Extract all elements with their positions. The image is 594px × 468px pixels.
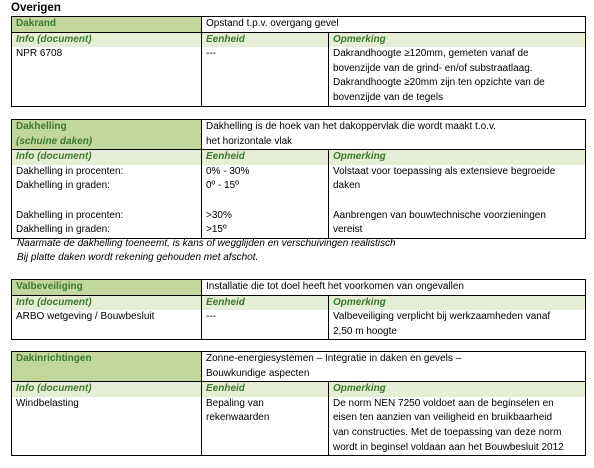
dakhelling-opmerking-cell [329, 165, 586, 238]
dakhelling-eenheid-line: 0º - 15º [206, 180, 239, 192]
dakhelling-info-line: Dakhelling in graden: [16, 180, 110, 192]
dakrand-opmerking-line: Dakrandhoogte ≥120mm, gemeten vanaf de [333, 48, 529, 60]
dakhelling-eenheid-line: >15º [206, 224, 227, 236]
dakrand-title: Dakrand [12, 17, 202, 33]
dakhelling-opmerking-line: Volstaat voor toepassing als extensieve begroeide [333, 165, 556, 177]
dakhelling-opmerking-line: vereist [333, 224, 363, 236]
valbeveiliging-eenheid-header: Eenheid [202, 295, 329, 310]
spacer [333, 194, 585, 209]
dakinrichtingen-description-line: Zonne-energiesystemen – Integratie in daken en gevels – [206, 353, 462, 364]
valbeveiliging-info-line: ARBO wetgeving / Bouwbesluit [16, 311, 155, 323]
valbeveiliging-info-cell [12, 310, 202, 340]
valbeveiliging-table [11, 279, 586, 340]
valbeveiliging-eenheid-line: --- [206, 311, 216, 323]
dakhelling-title: Dakhelling [16, 121, 67, 132]
dakhelling-info-line: Dakhelling in procenten: [16, 209, 124, 221]
dakinrichtingen-eenheid-line: Bepaling van [206, 397, 264, 409]
dakinrichtingen-opmerking-cell [329, 397, 586, 456]
valbeveiliging-eenheid-cell [202, 310, 329, 340]
section-title: Overigen [11, 2, 61, 14]
dakinrichtingen-info-header: Info (document) [12, 382, 202, 397]
dakinrichtingen-eenheid-line: rekenwaarden [206, 412, 270, 424]
dakhelling-description [202, 120, 586, 150]
valbeveiliging-description: Installatie die tot doel heeft het voorkomen van ongevallen [202, 280, 586, 296]
dakrand-opmerking-line: bovenzijde van de grind- en/of substraatlaag. [333, 62, 533, 74]
dakhelling-info-line: Dakhelling in graden: [16, 224, 110, 236]
dakhelling-title-cell [12, 120, 202, 150]
dakhelling-table [11, 119, 586, 239]
dakhelling-subtitle: (schuine daken) [16, 135, 93, 147]
dakhelling-info-line: Dakhelling in procenten: [16, 165, 124, 177]
dakhelling-eenheid-line: >30% [206, 209, 232, 221]
dakhelling-opmerking-line: daken [333, 180, 361, 192]
dakhelling-opmerking-header: Opmerking [329, 150, 586, 165]
dakhelling-opmerking-line: Aanbrengen van bouwtechnische voorzieningen [333, 209, 546, 221]
valbeveiliging-opmerking-cell [329, 310, 586, 340]
dakinrichtingen-info-line: Windbelasting [16, 397, 79, 409]
dakrand-description: Opstand t.p.v. overgang gevel [202, 17, 586, 33]
dakhelling-note: Naarmate de dakhelling toeneemt, is kans of wegglijden en verschuivingen realistisch [17, 238, 396, 249]
dakinrichtingen-eenheid-header: Eenheid [202, 382, 329, 397]
dakinrichtingen-opmerking-header: Opmerking [329, 382, 586, 397]
dakrand-opmerking-line: bovenzijde van de tegels [333, 91, 444, 103]
dakinrichtingen-description [202, 352, 586, 382]
dakhelling-info-header: Info (document) [12, 150, 202, 165]
dakhelling-description-line: het horizontale vlak [206, 135, 293, 147]
dakhelling-description-line: Dakhelling is de hoek van het dakoppervlak die wordt maakt t.o.v. [206, 121, 496, 132]
dakinrichtingen-table [11, 351, 586, 456]
dakhelling-info-cell [12, 165, 202, 238]
dakrand-opmerking-line: Dakrandhoogte ≥20mm zijn ten opzichte van de [333, 77, 545, 89]
valbeveiliging-info-header: Info (document) [12, 295, 202, 310]
spacer [16, 194, 201, 209]
dakrand-eenheid-cell [202, 47, 329, 106]
spacer [206, 194, 328, 209]
valbeveiliging-opmerking-header: Opmerking [329, 295, 586, 310]
dakinrichtingen-opmerking-line: De norm NEN 7250 voldoet aan de beginselen en [333, 397, 554, 409]
dakrand-eenheid-line: --- [206, 48, 216, 60]
dakhelling-note: Bij platte daken wordt rekening gehouden met afschot. [17, 252, 259, 263]
dakhelling-eenheid-cell [202, 165, 329, 238]
dakinrichtingen-opmerking-line: wordt in beginsel voldaan aan het Bouwbesluit 2012 [333, 441, 564, 453]
dakinrichtingen-eenheid-cell [202, 397, 329, 456]
dakhelling-eenheid-header: Eenheid [202, 150, 329, 165]
dakrand-info-cell [12, 47, 202, 106]
dakrand-opmerking-header: Opmerking [329, 32, 586, 47]
dakrand-opmerking-cell [329, 47, 586, 106]
valbeveiliging-opmerking-line: 2,50 m hoogte [333, 325, 397, 337]
dakinrichtingen-opmerking-line: van constructies. Met de toepassing van deze norm [333, 426, 562, 438]
dakrand-info-line: NPR 6708 [16, 48, 63, 60]
dakrand-eenheid-header: Eenheid [202, 32, 329, 47]
valbeveiliging-title: Valbeveiliging [12, 280, 202, 296]
dakinrichtingen-description-line: Bouwkundige aspecten [206, 367, 310, 379]
dakrand-info-header: Info (document) [12, 32, 202, 47]
dakhelling-eenheid-line: 0% - 30% [206, 165, 250, 177]
valbeveiliging-opmerking-line: Valbeveiliging verplicht bij werkzaamheden vanaf [333, 311, 551, 323]
dakinrichtingen-title: Dakinrichtingen [12, 352, 202, 382]
dakinrichtingen-opmerking-line: eisen ten aanzien van veiligheid en bruikbaarheid [333, 412, 553, 424]
dakinrichtingen-info-cell [12, 397, 202, 456]
dakrand-table [11, 16, 586, 107]
